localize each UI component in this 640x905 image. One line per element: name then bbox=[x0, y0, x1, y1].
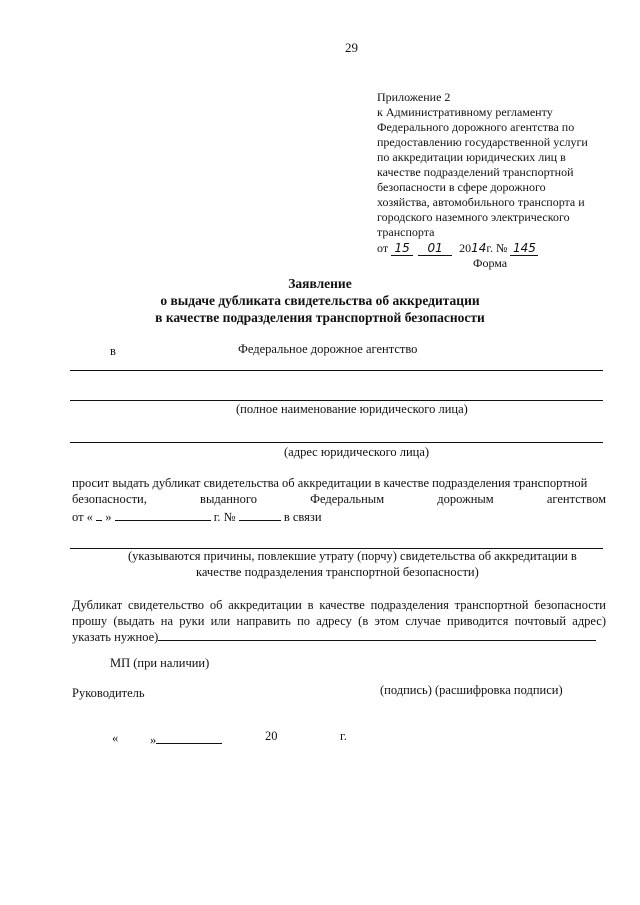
document-title-line2: о выдаче дубликата свидетельства об аккредитации bbox=[160, 293, 480, 308]
delivery-line-3 bbox=[72, 628, 596, 645]
in-connection: в связи bbox=[283, 510, 322, 524]
delivery-line-3-text: указать нужное) bbox=[72, 630, 159, 644]
date-close-quote-line bbox=[150, 731, 222, 748]
addressee-prefix: в bbox=[110, 344, 116, 358]
legal-address-line bbox=[70, 442, 603, 443]
date-blank bbox=[115, 508, 211, 521]
handwritten-number: 145 bbox=[510, 241, 538, 256]
document-title: Заявление bbox=[288, 276, 352, 291]
date-year-suffix: г. bbox=[340, 729, 347, 743]
from-quote-close: » bbox=[105, 510, 112, 524]
legal-name-line bbox=[70, 400, 603, 401]
appendix-line: городского наземного электрического bbox=[377, 210, 570, 224]
appendix-line: Федерального дорожного агентства по bbox=[377, 120, 575, 134]
appendix-line: безопасности в сфере дорожного bbox=[377, 180, 546, 194]
signature-caption: (подпись) (расшифровка подписи) bbox=[380, 683, 563, 697]
handwritten-month: 01 bbox=[418, 241, 452, 256]
date-prefix: от bbox=[377, 241, 389, 255]
number-prefix: г. № bbox=[486, 241, 508, 255]
document-title-line3: в качестве подразделения транспортной безопасности bbox=[155, 310, 485, 325]
delivery-blank bbox=[158, 628, 596, 641]
appendix-line: по аккредитации юридических лиц в bbox=[377, 150, 566, 164]
legal-address-caption: (адрес юридического лица) bbox=[284, 445, 430, 459]
stamp-label: МП (при наличии) bbox=[110, 656, 210, 670]
appendix-line: предоставлению государственной услуги bbox=[377, 135, 588, 149]
legal-name-caption: (полное наименование юридического лица) bbox=[236, 402, 468, 416]
handwritten-year: 14 bbox=[471, 241, 487, 255]
appendix-date-line bbox=[377, 241, 627, 256]
appendix-block bbox=[377, 90, 627, 271]
signature-role: Руководитель bbox=[72, 686, 145, 700]
delivery-line-1: Дубликат свидетельство об аккредитации в качестве подразделения транспортной безопасности bbox=[72, 598, 606, 612]
from-prefix: от « bbox=[72, 510, 93, 524]
appendix-line: транспорта bbox=[377, 225, 435, 239]
year-label: г. № bbox=[213, 510, 236, 524]
page-number: 29 bbox=[345, 40, 358, 55]
date-year-prefix: 20 bbox=[265, 729, 278, 743]
handwritten-day: 15 bbox=[391, 241, 413, 256]
appendix-line: Приложение 2 bbox=[377, 90, 451, 104]
addressee-underline bbox=[70, 370, 603, 371]
request-date-line bbox=[72, 508, 322, 525]
reasons-caption-2: качестве подразделения транспортной безопасности) bbox=[196, 565, 479, 579]
request-line-1: просит выдать дубликат свидетельства об аккредитации в качестве подразделения транспортной bbox=[72, 476, 588, 490]
number-blank bbox=[239, 508, 281, 521]
form-label: Форма bbox=[473, 256, 508, 270]
appendix-line: к Административному регламенту bbox=[377, 105, 553, 119]
date-month-blank bbox=[156, 731, 222, 744]
appendix-line: хозяйства, автомобильного транспорта и bbox=[377, 195, 585, 209]
date-open-quote: « bbox=[112, 731, 119, 745]
request-line-2: безопасности, выданного Федеральным дорожным агентством bbox=[72, 492, 606, 506]
appendix-line: качестве подразделений транспортной bbox=[377, 165, 574, 179]
date-close-quote: » bbox=[150, 733, 157, 747]
addressee-agency: Федеральное дорожное агентство bbox=[238, 342, 418, 356]
year-prefix: 20 bbox=[459, 241, 472, 255]
reasons-caption-1: (указываются причины, повлекшие утрату (порчу) свидетельства об аккредитации в bbox=[128, 549, 577, 563]
delivery-line-2: прошу (выдать на руки или направить по адресу (в этом случае приводится почтовый адрес) bbox=[72, 614, 606, 628]
